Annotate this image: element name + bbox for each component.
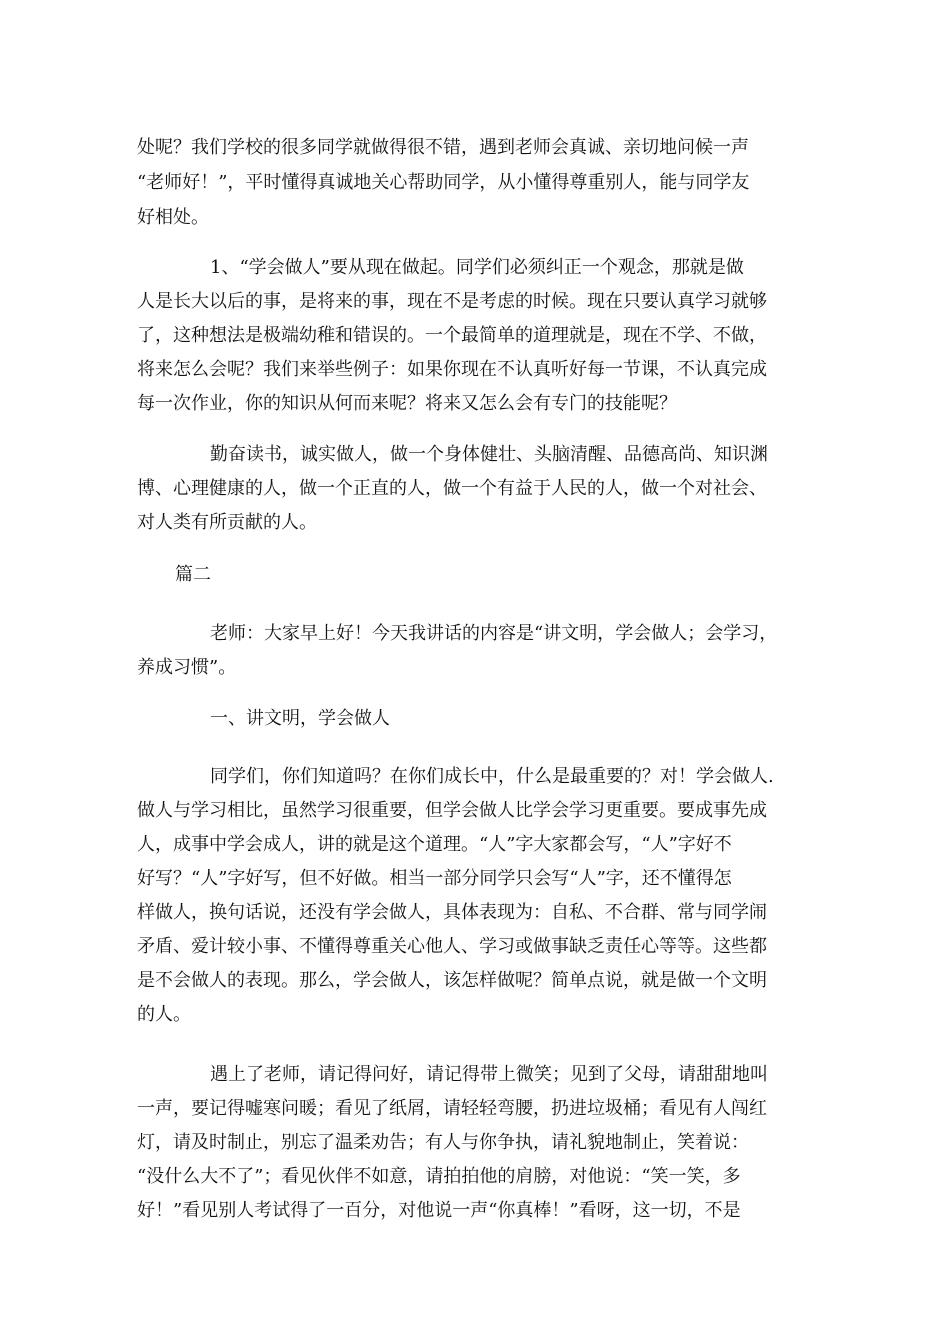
paragraph-4-line-1: 老师：大家早上好！今天我讲话的内容是“讲文明，学会做人；会学习， — [210, 623, 778, 644]
paragraph-5-line-2: 做人与学习相比，虽然学习很重要，但学会做人比学会学习更重要。要成事先成 — [137, 800, 767, 821]
paragraph-5-line-3: 人，成事中学会成人，讲的就是这个道理。“人”字大家都会写，“人”字好不 — [137, 834, 732, 855]
paragraph-5-line-1: 同学们，你们知道吗？在你们成长中，什么是最重要的？对！学会做人. — [210, 766, 774, 787]
paragraph-4-line-2: 养成习惯”。 — [137, 657, 237, 678]
paragraph-5-line-5: 样做人，换句话说，还没有学会做人，具体表现为：自私、不合群、常与同学闹 — [137, 902, 767, 923]
paragraph-2-line-3: 了，这种想法是极端幼稚和错误的。一个最简单的道理就是，现在不学、不做， — [137, 325, 767, 346]
paragraph-3-line-2: 博、心理健康的人，做一个正直的人，做一个有益于人民的人，做一个对社会、 — [137, 478, 767, 499]
paragraph-2-line-2: 人是长大以后的事，是将来的事，现在不是考虑的时候。现在只要认真学习就够 — [137, 291, 767, 312]
paragraph-5-line-8: 的人。 — [137, 1004, 191, 1025]
paragraph-3-line-1: 勤奋读书，诚实做人，做一个身体健壮、头脑清醒、品德高尚、知识渊 — [210, 444, 768, 465]
paragraph-6-line-1: 遇上了老师，请记得问好，请记得带上微笑；见到了父母，请甜甜地叫 — [210, 1064, 768, 1085]
paragraph-3-line-3: 对人类有所贡献的人。 — [137, 512, 317, 533]
section-heading: 篇二 — [175, 564, 211, 585]
paragraph-6-line-5: 好！”看见别人考试得了一百分，对他说一声“你真棒！”看呀，这一切，不是 — [137, 1200, 741, 1221]
paragraph-5-line-4: 好写？“人”字好写，但不好做。相当一部分同学只会写“人”字，还不懂得怎 — [137, 868, 732, 889]
paragraph-1-line-1: 处呢？我们学校的很多同学就做得很不错，遇到老师会真诚、亲切地问候一声 — [137, 137, 749, 158]
paragraph-2-line-5: 每一次作业，你的知识从何而来呢？将来又怎么会有专门的技能呢？ — [137, 393, 677, 414]
paragraph-6-line-4: “没什么大不了”；看见伙伴不如意，请拍拍他的肩膀，对他说：“笑一笑，多 — [137, 1166, 741, 1187]
paragraph-6-line-3: 灯，请及时制止，别忘了温柔劝告；有人与你争执，请礼貌地制止，笑着说： — [137, 1132, 749, 1153]
paragraph-5-line-6: 矛盾、爱计较小事、不懂得尊重关心他人、学习或做事缺乏责任心等等。这些都 — [137, 936, 767, 957]
paragraph-1-line-3: 好相处。 — [137, 207, 209, 228]
paragraph-5-line-7: 是不会做人的表现。那么，学会做人，该怎样做呢？简单点说，就是做一个文明 — [137, 970, 767, 991]
paragraph-6-line-2: 一声，要记得嘘寒问暖；看见了纸屑，请轻轻弯腰，扔进垃圾桶；看见有人闯红 — [137, 1098, 767, 1119]
paragraph-2-line-1: 1、“学会做人”要从现在做起。同学们必须纠正一个观念，那就是做 — [210, 257, 744, 278]
paragraph-1-line-2: “老师好！”，平时懂得真诚地关心帮助同学，从小懂得尊重别人，能与同学友 — [137, 172, 750, 193]
subheading: 一、讲文明，学会做人 — [210, 708, 390, 729]
paragraph-2-line-4: 将来怎么会呢？我们来举些例子：如果你现在不认真听好每一节课，不认真完成 — [137, 359, 767, 380]
